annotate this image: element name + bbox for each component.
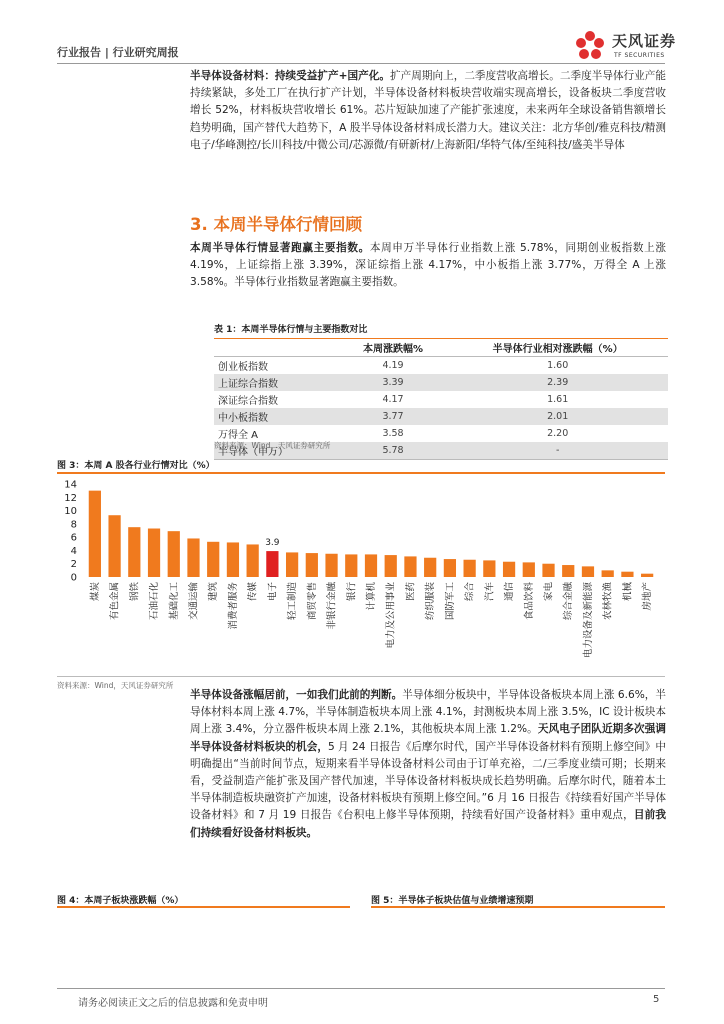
figure-divider xyxy=(57,472,665,474)
bar xyxy=(187,538,199,577)
bar xyxy=(247,544,259,577)
x-tick-label: 煤炭 xyxy=(89,582,101,602)
paragraph-lead: 本周半导体行情显著跑赢主要指数。 xyxy=(190,242,370,254)
y-tick-label: 0 xyxy=(70,572,77,584)
x-tick-label: 石油石化 xyxy=(149,582,161,621)
x-tick-label: 农林牧渔 xyxy=(602,582,614,621)
figure-divider xyxy=(57,906,350,908)
paragraph-market-review xyxy=(190,240,666,292)
logo-text-en: TF SECURITIES xyxy=(614,52,665,59)
x-tick-label: 医药 xyxy=(405,582,417,602)
paragraph-text: 扩产周期向上，二季度营收高增长。二季度半导体行业产能持续紧缺，多处工厂在执行扩产计划，半导体设备材料板块营收端实现高增长，设备板块二季度营收增长 52%，材料板块营收增长 61%。芯片短缺加速了产能扩张速度，未来两年全球设备销售额增长趋势明确，国产替代大趋势下，A 股半导体设备材料成长潜力大。建议关注：北方华创/雅克科技/精测电子/华峰测控/长川科技/中微公司/芯源微/有研新材/上海新阳/华特气体/至纯科技/盛美半导体 xyxy=(190,70,667,151)
table-header-change: 本周涨跌幅% xyxy=(339,339,448,357)
table-row: 万得全 A 3.58 2.20 xyxy=(218,428,569,441)
x-tick-label: 食品饮料 xyxy=(523,582,535,621)
figure-title: 图 3：本周 A 股各行业行情对比（%） xyxy=(57,461,215,471)
bar xyxy=(128,527,140,577)
y-tick-label: 12 xyxy=(64,492,77,504)
figure4-title: 图 4：本周子板块涨跌幅（%） xyxy=(57,896,184,906)
table-row: 深证综合指数 4.17 1.61 xyxy=(218,394,569,407)
y-tick-label: 2 xyxy=(70,559,77,571)
footer-divider xyxy=(57,988,665,989)
x-tick-label: 通信 xyxy=(504,582,516,602)
paragraph-equipment-materials xyxy=(190,68,666,154)
x-tick-label: 建筑 xyxy=(208,582,220,602)
x-tick-label: 电子 xyxy=(267,582,279,602)
table-header-relative: 半导体行业相对涨跌幅（%） xyxy=(447,339,668,357)
bar xyxy=(621,572,633,577)
bar xyxy=(385,555,397,577)
bar xyxy=(325,554,337,577)
bar xyxy=(503,562,515,577)
bar xyxy=(602,570,614,577)
bar xyxy=(523,562,535,577)
x-tick-label: 电力及公用事业 xyxy=(385,582,397,649)
y-tick-label: 10 xyxy=(64,506,77,518)
bar xyxy=(227,542,239,577)
section-title: 3. 本周半导体行情回顾 xyxy=(190,215,362,234)
paragraph-text: 本周申万半导体行业指数上涨 5.78%，同期创业板指数上涨 4.19%，上证综指上涨 3.39%，深证综指上涨 4.17%，中小板指上涨 3.77%，万得全 A 上涨 3.58%。半导体行业指数显著跑赢主要指数。 xyxy=(190,242,666,289)
x-tick-label: 商贸零售 xyxy=(306,582,318,621)
y-tick-label: 4 xyxy=(70,545,77,557)
y-tick-label: 14 xyxy=(64,479,77,491)
index-comparison-table xyxy=(214,320,668,460)
x-tick-label: 家电 xyxy=(543,582,555,602)
report-header: 行业报告 | 行业研究周报 xyxy=(57,46,179,59)
x-tick-label: 非银行金融 xyxy=(326,582,338,630)
figure5-title: 图 5：半导体子板块估值与业绩增速预期 xyxy=(371,896,534,906)
bar xyxy=(582,566,594,577)
bar xyxy=(306,553,318,577)
x-tick-label: 有色金属 xyxy=(109,582,121,621)
paragraph-lead: 半导体设备涨幅居前，一如我们此前的判断。 xyxy=(190,689,403,701)
bar xyxy=(542,564,554,577)
x-tick-label: 纺织服装 xyxy=(425,582,437,621)
figure-source: 资料来源：Wind，天风证券研究所 xyxy=(57,681,174,690)
x-tick-label: 计算机 xyxy=(366,582,377,611)
logo-text-cn: 天风证券 xyxy=(612,32,677,50)
data-label: 3.9 xyxy=(265,538,280,549)
bar xyxy=(641,574,653,577)
bar xyxy=(444,559,456,577)
bar xyxy=(266,551,278,577)
bar xyxy=(562,565,574,577)
table-caption: 表 1：本周半导体行情与主要指数对比 xyxy=(214,320,668,339)
bar xyxy=(168,531,180,577)
x-tick-label: 机械 xyxy=(622,582,634,602)
bar xyxy=(148,529,160,577)
footer-disclaimer: 请务必阅读正文之后的信息披露和免责申明 xyxy=(78,998,268,1009)
paragraph-lead: 半导体设备材料：持续受益扩产+国产化。 xyxy=(190,70,390,82)
table-row: 中小板指数 3.77 2.01 xyxy=(214,408,668,425)
bar xyxy=(286,552,298,577)
industry-bar-chart xyxy=(57,476,665,674)
x-tick-label: 基础化工 xyxy=(168,582,180,621)
bar xyxy=(483,560,495,577)
table-row: 创业板指数 4.19 1.60 xyxy=(218,360,569,373)
paragraph-text: 半导体细分板块中，半导体设备板块本周上涨 6.6%，半导体材料本周上涨 4.7%，半导体制造板块本周上涨 4.1%，封测板块本周上涨 3.5%，IC 设计板块本周上涨 3.4%，分立器件板块本周上涨 2.1%，其他板块本周上涨 1.2%。 xyxy=(190,689,667,736)
x-tick-label: 房地产 xyxy=(642,582,654,611)
x-tick-label: 银行 xyxy=(346,582,358,602)
bar xyxy=(345,554,357,577)
page-number: 5 xyxy=(653,994,660,1005)
paragraph-lead: 目前我们持续看好设备材料板块。 xyxy=(190,809,667,839)
x-tick-label: 汽车 xyxy=(484,582,496,602)
x-tick-label: 传媒 xyxy=(247,582,259,602)
x-tick-label: 电力设备及新能源 xyxy=(582,582,594,659)
x-tick-label: 钢铁 xyxy=(129,582,141,602)
x-tick-label: 国防军工 xyxy=(444,582,456,621)
y-tick-label: 8 xyxy=(70,519,77,531)
paragraph-text: 5 月 24 日报告《后摩尔时代，国产半导体设备材料有预期上修空间》中明确提出“当前时间节点，短期来看半导体设备材料公司由于订单充裕，二/三季度业绩可期；长期来看，受益制造产能扩张及国产替代加速，半导体设备材料板块成长趋势明确。后摩尔时代，随着本土半导体制造板块融资扩产加速，设备材料板块有预期上修空间。”6 月 16 日报告《持续看好国产半导体设备材料》和 7 月 19 日报告《台积电上修半导体预期，持续看好国产设备材料》重申观点， xyxy=(190,740,666,822)
x-tick-label: 交通运输 xyxy=(188,582,200,621)
x-tick-label: 轻工制造 xyxy=(287,582,299,621)
bar xyxy=(89,491,101,577)
paragraph-lead: 天风电子团队近期多次强调半导体设备材料板块的机会， xyxy=(190,723,666,753)
logo-flower-icon xyxy=(576,31,604,59)
bar xyxy=(404,556,416,577)
x-tick-label: 综合金融 xyxy=(563,582,575,621)
figure-divider xyxy=(371,906,665,908)
table-source: 资料来源：Wind，天风证券研究所 xyxy=(214,441,331,450)
x-tick-label: 综合 xyxy=(464,582,476,602)
x-tick-label: 消费者服务 xyxy=(227,582,239,630)
bar xyxy=(108,515,120,577)
bar xyxy=(424,558,436,577)
figure-divider xyxy=(57,676,665,677)
table-row: 半导体（申万） 5.78 - xyxy=(214,442,668,460)
table-row: 上证综合指数 3.39 2.39 xyxy=(214,374,668,391)
bar xyxy=(365,554,377,577)
paragraph-subsector-review xyxy=(190,687,666,842)
bar xyxy=(207,542,219,577)
bar xyxy=(464,560,476,577)
y-tick-label: 6 xyxy=(70,532,77,544)
